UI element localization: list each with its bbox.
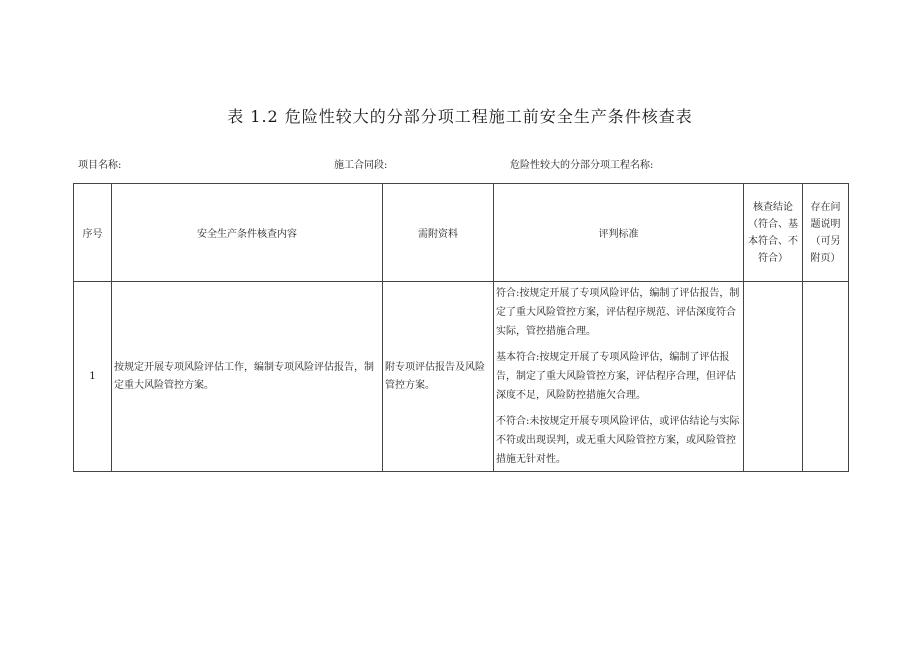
criteria-compliant: 符合:按规定开展了专项风险评估，编制了评估报告，制定了重大风险管控方案，评估程序规范、评估深度符合实际，管控措施合理。 xyxy=(496,288,740,337)
criteria-basically-compliant: 基本符合:按规定开展了专项风险评估，编制了评估报告，制定了重大风险管控方案，评估程序合理，但评估深度不足，风险防控措施欠合理。 xyxy=(496,352,736,401)
criteria-noncompliant: 不符合:未按规定开展专项风险评估，或评估结论与实际不符或出现误判，或无重大风险管控方案，或风险管控措施无针对性。 xyxy=(496,416,740,465)
header-criteria: 评判标准 xyxy=(494,184,744,282)
row-criteria xyxy=(494,282,744,472)
row-content: 按规定开展专项风险评估工作，编制专项风险评估报告，制定重大风险管控方案。 xyxy=(112,282,383,472)
row-issues-cell[interactable] xyxy=(803,282,849,472)
subproject-name-label: 危险性较大的分部分项工程名称: xyxy=(510,160,654,171)
header-materials: 需附资料 xyxy=(383,184,494,282)
contract-section-label: 施工合同段: xyxy=(334,160,388,171)
project-name-label: 项目名称: xyxy=(78,160,122,171)
header-issues: 存在问题说明（可另附页） xyxy=(803,184,849,282)
safety-check-table xyxy=(73,183,849,472)
header-seq: 序号 xyxy=(74,184,112,282)
table-header-row xyxy=(74,184,849,282)
table-row xyxy=(74,282,849,472)
row-seq: 1 xyxy=(74,282,112,472)
row-conclusion-cell[interactable] xyxy=(744,282,803,472)
header-conclusion: 核查结论（符合、基本符合、不符合） xyxy=(744,184,803,282)
row-materials: 附专项评估报告及风险管控方案。 xyxy=(383,282,494,472)
header-content: 安全生产条件核查内容 xyxy=(112,184,383,282)
page-title: 表 1.2 危险性较大的分部分项工程施工前安全生产条件核查表 xyxy=(227,107,693,126)
